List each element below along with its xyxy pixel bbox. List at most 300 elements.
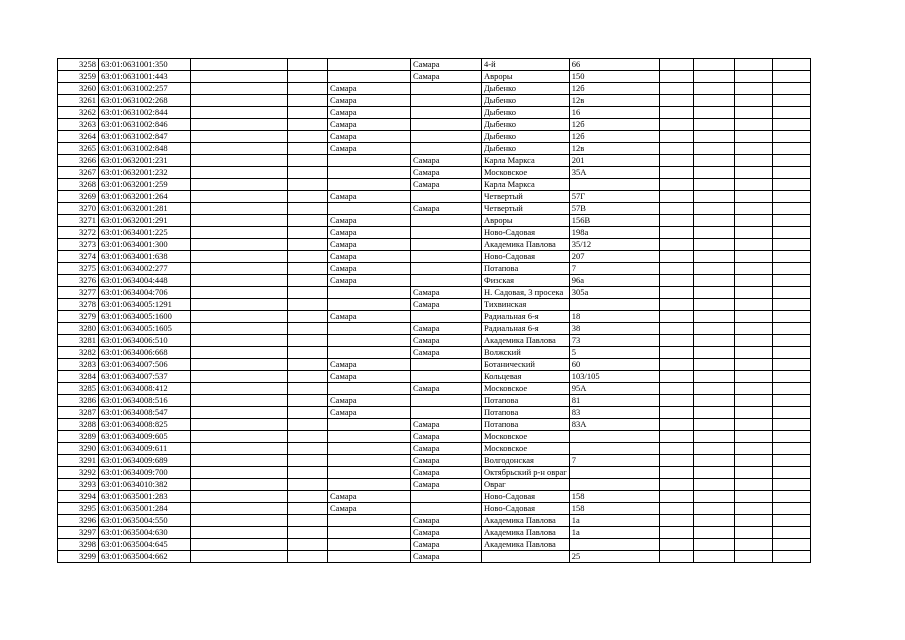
cadastral-number-cell: 63:01:0631001:443 xyxy=(99,71,191,83)
cadastral-number-cell: 63:01:0632001:291 xyxy=(99,215,191,227)
col-d-cell xyxy=(288,527,328,539)
cadastral-number-cell: 63:01:0631002:848 xyxy=(99,143,191,155)
street-name-cell: Авроры xyxy=(482,215,570,227)
city-col-1-cell xyxy=(328,71,411,83)
empty-cell xyxy=(659,71,693,83)
city-col-1-cell: Самара xyxy=(328,239,411,251)
empty-cell xyxy=(772,479,810,491)
empty-cell xyxy=(659,443,693,455)
cadastral-number-cell: 63:01:0635004:550 xyxy=(99,515,191,527)
house-number-cell: 66 xyxy=(569,59,659,71)
col-d-cell xyxy=(288,239,328,251)
empty-cell xyxy=(772,299,810,311)
col-c-cell xyxy=(191,275,288,287)
city-col-1-cell xyxy=(328,479,411,491)
empty-cell xyxy=(659,143,693,155)
empty-cell xyxy=(659,119,693,131)
house-number-cell: 96а xyxy=(569,275,659,287)
city-col-2-cell xyxy=(411,95,482,107)
table-row xyxy=(58,131,811,143)
col-c-cell xyxy=(191,155,288,167)
empty-cell xyxy=(659,455,693,467)
empty-cell xyxy=(772,311,810,323)
empty-cell xyxy=(734,311,772,323)
cadastral-number-cell: 63:01:0634008:516 xyxy=(99,395,191,407)
empty-cell xyxy=(734,467,772,479)
col-c-cell xyxy=(191,239,288,251)
row-number-cell: 3277 xyxy=(58,287,99,299)
empty-cell xyxy=(693,95,734,107)
street-name-cell: Дыбенко xyxy=(482,131,570,143)
empty-cell xyxy=(734,383,772,395)
empty-cell xyxy=(734,407,772,419)
city-col-1-cell: Самара xyxy=(328,107,411,119)
empty-cell xyxy=(772,527,810,539)
col-d-cell xyxy=(288,299,328,311)
empty-cell xyxy=(772,455,810,467)
table-row xyxy=(58,263,811,275)
col-d-cell xyxy=(288,503,328,515)
city-col-1-cell xyxy=(328,299,411,311)
col-d-cell xyxy=(288,311,328,323)
empty-cell xyxy=(734,527,772,539)
col-d-cell xyxy=(288,455,328,467)
empty-cell xyxy=(734,335,772,347)
city-col-2-cell xyxy=(411,491,482,503)
street-name-cell: Академика Павлова xyxy=(482,239,570,251)
col-d-cell xyxy=(288,287,328,299)
cadastral-number-cell: 63:01:0632001:232 xyxy=(99,167,191,179)
table-row xyxy=(58,515,811,527)
empty-cell xyxy=(659,251,693,263)
empty-cell xyxy=(734,515,772,527)
city-col-1-cell xyxy=(328,467,411,479)
house-number-cell: 150 xyxy=(569,71,659,83)
row-number-cell: 3299 xyxy=(58,551,99,563)
empty-cell xyxy=(693,455,734,467)
row-number-cell: 3272 xyxy=(58,227,99,239)
col-c-cell xyxy=(191,203,288,215)
house-number-cell: 60 xyxy=(569,359,659,371)
city-col-1-cell: Самара xyxy=(328,119,411,131)
house-number-cell: 198а xyxy=(569,227,659,239)
street-name-cell: Физская xyxy=(482,275,570,287)
empty-cell xyxy=(659,431,693,443)
cadastral-number-cell: 63:01:0634001:300 xyxy=(99,239,191,251)
table-row xyxy=(58,551,811,563)
cadastral-number-cell: 63:01:0634009:611 xyxy=(99,443,191,455)
city-col-2-cell xyxy=(411,503,482,515)
cadastral-number-cell: 63:01:0631002:268 xyxy=(99,95,191,107)
house-number-cell: 156В xyxy=(569,215,659,227)
city-col-1-cell: Самара xyxy=(328,95,411,107)
row-number-cell: 3288 xyxy=(58,419,99,431)
city-col-2-cell xyxy=(411,311,482,323)
street-name-cell: Четвертый xyxy=(482,191,570,203)
empty-cell xyxy=(693,155,734,167)
street-name-cell: Потапова xyxy=(482,407,570,419)
city-col-1-cell xyxy=(328,515,411,527)
col-d-cell xyxy=(288,191,328,203)
empty-cell xyxy=(772,227,810,239)
empty-cell xyxy=(772,551,810,563)
cadastral-number-cell: 63:01:0632001:259 xyxy=(99,179,191,191)
city-col-1-cell xyxy=(328,443,411,455)
city-col-1-cell: Самара xyxy=(328,263,411,275)
empty-cell xyxy=(772,71,810,83)
city-col-2-cell xyxy=(411,239,482,251)
table-body xyxy=(58,59,811,563)
col-c-cell xyxy=(191,491,288,503)
table-row xyxy=(58,179,811,191)
city-col-1-cell xyxy=(328,383,411,395)
empty-cell xyxy=(693,551,734,563)
empty-cell xyxy=(659,479,693,491)
empty-cell xyxy=(693,191,734,203)
cadastral-number-cell: 63:01:0635004:662 xyxy=(99,551,191,563)
house-number-cell: 57В xyxy=(569,203,659,215)
col-d-cell xyxy=(288,71,328,83)
cadastral-number-cell: 63:01:0634002:277 xyxy=(99,263,191,275)
table-row xyxy=(58,59,811,71)
col-d-cell xyxy=(288,83,328,95)
table-row xyxy=(58,95,811,107)
cadastral-number-cell: 63:01:0634009:605 xyxy=(99,431,191,443)
empty-cell xyxy=(693,179,734,191)
street-name-cell: Четвертый xyxy=(482,203,570,215)
empty-cell xyxy=(734,83,772,95)
house-number-cell: 12б xyxy=(569,119,659,131)
empty-cell xyxy=(734,443,772,455)
cadastral-number-cell: 63:01:0635004:630 xyxy=(99,527,191,539)
empty-cell xyxy=(734,275,772,287)
city-col-2-cell: Самара xyxy=(411,299,482,311)
col-c-cell xyxy=(191,215,288,227)
table-row xyxy=(58,71,811,83)
col-c-cell xyxy=(191,131,288,143)
col-c-cell xyxy=(191,299,288,311)
col-c-cell xyxy=(191,551,288,563)
table-row xyxy=(58,119,811,131)
col-c-cell xyxy=(191,287,288,299)
col-d-cell xyxy=(288,419,328,431)
row-number-cell: 3271 xyxy=(58,215,99,227)
row-number-cell: 3260 xyxy=(58,83,99,95)
empty-cell xyxy=(772,335,810,347)
col-c-cell xyxy=(191,83,288,95)
row-number-cell: 3269 xyxy=(58,191,99,203)
empty-cell xyxy=(693,443,734,455)
empty-cell xyxy=(772,515,810,527)
empty-cell xyxy=(734,167,772,179)
city-col-1-cell xyxy=(328,287,411,299)
city-col-1-cell xyxy=(328,323,411,335)
row-number-cell: 3293 xyxy=(58,479,99,491)
empty-cell xyxy=(772,431,810,443)
house-number-cell: 1а xyxy=(569,515,659,527)
house-number-cell: 103/105 xyxy=(569,371,659,383)
empty-cell xyxy=(693,371,734,383)
empty-cell xyxy=(659,299,693,311)
col-d-cell xyxy=(288,263,328,275)
street-name-cell: Н. Садовая, 3 просека xyxy=(482,287,570,299)
empty-cell xyxy=(734,479,772,491)
street-name-cell: Московское xyxy=(482,167,570,179)
col-c-cell xyxy=(191,371,288,383)
cadastral-number-cell: 63:01:0634007:537 xyxy=(99,371,191,383)
row-number-cell: 3264 xyxy=(58,131,99,143)
col-c-cell xyxy=(191,515,288,527)
empty-cell xyxy=(734,491,772,503)
empty-cell xyxy=(772,131,810,143)
table-row xyxy=(58,479,811,491)
col-c-cell xyxy=(191,311,288,323)
empty-cell xyxy=(659,131,693,143)
city-col-2-cell: Самара xyxy=(411,287,482,299)
col-c-cell xyxy=(191,467,288,479)
empty-cell xyxy=(734,359,772,371)
table-row xyxy=(58,191,811,203)
empty-cell xyxy=(734,347,772,359)
empty-cell xyxy=(734,503,772,515)
cadastral-number-cell: 63:01:0631002:257 xyxy=(99,83,191,95)
col-d-cell xyxy=(288,359,328,371)
city-col-2-cell xyxy=(411,275,482,287)
col-c-cell xyxy=(191,539,288,551)
empty-cell xyxy=(734,239,772,251)
row-number-cell: 3283 xyxy=(58,359,99,371)
house-number-cell xyxy=(569,431,659,443)
empty-cell xyxy=(693,275,734,287)
empty-cell xyxy=(772,95,810,107)
table-row xyxy=(58,227,811,239)
city-col-2-cell: Самара xyxy=(411,551,482,563)
table-row xyxy=(58,359,811,371)
row-number-cell: 3280 xyxy=(58,323,99,335)
col-c-cell xyxy=(191,347,288,359)
cadastral-number-cell: 63:01:0634005:1600 xyxy=(99,311,191,323)
city-col-1-cell xyxy=(328,551,411,563)
row-number-cell: 3290 xyxy=(58,443,99,455)
table-row xyxy=(58,443,811,455)
street-name-cell: Карла Маркса xyxy=(482,179,570,191)
cadastral-number-cell: 63:01:0632001:264 xyxy=(99,191,191,203)
city-col-2-cell: Самара xyxy=(411,527,482,539)
row-number-cell: 3291 xyxy=(58,455,99,467)
empty-cell xyxy=(659,83,693,95)
empty-cell xyxy=(693,527,734,539)
empty-cell xyxy=(772,215,810,227)
street-name-cell: Московское xyxy=(482,431,570,443)
street-name-cell: Дыбенко xyxy=(482,143,570,155)
empty-cell xyxy=(772,503,810,515)
empty-cell xyxy=(659,227,693,239)
cadastral-number-cell: 63:01:0634004:706 xyxy=(99,287,191,299)
empty-cell xyxy=(693,407,734,419)
house-number-cell xyxy=(569,299,659,311)
empty-cell xyxy=(693,71,734,83)
city-col-1-cell xyxy=(328,347,411,359)
row-number-cell: 3276 xyxy=(58,275,99,287)
city-col-1-cell xyxy=(328,527,411,539)
city-col-1-cell xyxy=(328,539,411,551)
cadastral-table xyxy=(57,58,811,563)
cadastral-number-cell: 63:01:0631002:844 xyxy=(99,107,191,119)
col-d-cell xyxy=(288,227,328,239)
empty-cell xyxy=(772,275,810,287)
empty-cell xyxy=(693,311,734,323)
house-number-cell: 73 xyxy=(569,335,659,347)
empty-cell xyxy=(734,179,772,191)
table-row xyxy=(58,299,811,311)
col-d-cell xyxy=(288,215,328,227)
empty-cell xyxy=(659,155,693,167)
empty-cell xyxy=(772,59,810,71)
empty-cell xyxy=(772,143,810,155)
row-number-cell: 3267 xyxy=(58,167,99,179)
city-col-2-cell: Самара xyxy=(411,323,482,335)
empty-cell xyxy=(734,95,772,107)
empty-cell xyxy=(659,347,693,359)
empty-cell xyxy=(772,119,810,131)
street-name-cell: Кольцевая xyxy=(482,371,570,383)
city-col-1-cell: Самара xyxy=(328,275,411,287)
col-c-cell xyxy=(191,71,288,83)
street-name-cell: Дыбенко xyxy=(482,95,570,107)
empty-cell xyxy=(693,479,734,491)
house-number-cell: 12б xyxy=(569,131,659,143)
empty-cell xyxy=(659,539,693,551)
street-name-cell: Академика Павлова xyxy=(482,539,570,551)
col-c-cell xyxy=(191,455,288,467)
empty-cell xyxy=(659,191,693,203)
house-number-cell xyxy=(569,467,659,479)
row-number-cell: 3292 xyxy=(58,467,99,479)
empty-cell xyxy=(772,287,810,299)
col-c-cell xyxy=(191,143,288,155)
table-row xyxy=(58,311,811,323)
house-number-cell: 201 xyxy=(569,155,659,167)
cadastral-number-cell: 63:01:0635001:284 xyxy=(99,503,191,515)
street-name-cell: Академика Павлова xyxy=(482,527,570,539)
cadastral-number-cell: 63:01:0634008:825 xyxy=(99,419,191,431)
row-number-cell: 3278 xyxy=(58,299,99,311)
table-row xyxy=(58,431,811,443)
empty-cell xyxy=(693,251,734,263)
table-row xyxy=(58,539,811,551)
house-number-cell: 95А xyxy=(569,383,659,395)
col-d-cell xyxy=(288,167,328,179)
street-name-cell: Волжский xyxy=(482,347,570,359)
empty-cell xyxy=(734,227,772,239)
street-name-cell: Овраг xyxy=(482,479,570,491)
col-d-cell xyxy=(288,107,328,119)
row-number-cell: 3284 xyxy=(58,371,99,383)
empty-cell xyxy=(659,287,693,299)
row-number-cell: 3274 xyxy=(58,251,99,263)
empty-cell xyxy=(659,215,693,227)
empty-cell xyxy=(772,203,810,215)
city-col-1-cell: Самара xyxy=(328,395,411,407)
street-name-cell: Дыбенко xyxy=(482,83,570,95)
empty-cell xyxy=(693,467,734,479)
city-col-2-cell: Самара xyxy=(411,467,482,479)
row-number-cell: 3262 xyxy=(58,107,99,119)
empty-cell xyxy=(693,239,734,251)
empty-cell xyxy=(659,395,693,407)
table-row xyxy=(58,287,811,299)
empty-cell xyxy=(772,239,810,251)
empty-cell xyxy=(693,263,734,275)
empty-cell xyxy=(734,59,772,71)
street-name-cell: Московское xyxy=(482,383,570,395)
cadastral-number-cell: 63:01:0634001:638 xyxy=(99,251,191,263)
empty-cell xyxy=(734,191,772,203)
city-col-2-cell xyxy=(411,359,482,371)
empty-cell xyxy=(693,203,734,215)
empty-cell xyxy=(772,539,810,551)
city-col-2-cell: Самара xyxy=(411,515,482,527)
street-name-cell: Дыбенко xyxy=(482,119,570,131)
house-number-cell: 12в xyxy=(569,143,659,155)
street-name-cell: Ново-Садовая xyxy=(482,503,570,515)
table-row xyxy=(58,419,811,431)
cadastral-number-cell: 63:01:0634005:1291 xyxy=(99,299,191,311)
empty-cell xyxy=(693,539,734,551)
empty-cell xyxy=(659,359,693,371)
col-c-cell xyxy=(191,179,288,191)
city-col-2-cell xyxy=(411,371,482,383)
table-row xyxy=(58,455,811,467)
cadastral-number-cell: 63:01:0634010:382 xyxy=(99,479,191,491)
col-c-cell xyxy=(191,443,288,455)
empty-cell xyxy=(659,419,693,431)
table-row xyxy=(58,527,811,539)
street-name-cell: Октябрьский р-н овраг xyxy=(482,467,570,479)
empty-cell xyxy=(693,299,734,311)
empty-cell xyxy=(693,143,734,155)
city-col-1-cell: Самара xyxy=(328,371,411,383)
empty-cell xyxy=(659,179,693,191)
street-name-cell: Радиальная 6-я xyxy=(482,311,570,323)
city-col-2-cell: Самара xyxy=(411,455,482,467)
cadastral-number-cell: 63:01:0634006:510 xyxy=(99,335,191,347)
city-col-2-cell xyxy=(411,227,482,239)
col-c-cell xyxy=(191,95,288,107)
empty-cell xyxy=(659,239,693,251)
empty-cell xyxy=(734,323,772,335)
table-row xyxy=(58,239,811,251)
empty-cell xyxy=(693,323,734,335)
empty-cell xyxy=(693,167,734,179)
empty-cell xyxy=(734,455,772,467)
city-col-2-cell xyxy=(411,263,482,275)
row-number-cell: 3258 xyxy=(58,59,99,71)
empty-cell xyxy=(772,191,810,203)
house-number-cell: 1а xyxy=(569,527,659,539)
col-d-cell xyxy=(288,395,328,407)
empty-cell xyxy=(772,491,810,503)
table-row xyxy=(58,275,811,287)
street-name-cell: Академика Павлова xyxy=(482,515,570,527)
city-col-1-cell: Самара xyxy=(328,251,411,263)
col-d-cell xyxy=(288,407,328,419)
house-number-cell: 81 xyxy=(569,395,659,407)
city-col-2-cell: Самара xyxy=(411,203,482,215)
empty-cell xyxy=(659,383,693,395)
city-col-1-cell: Самара xyxy=(328,131,411,143)
col-d-cell xyxy=(288,347,328,359)
